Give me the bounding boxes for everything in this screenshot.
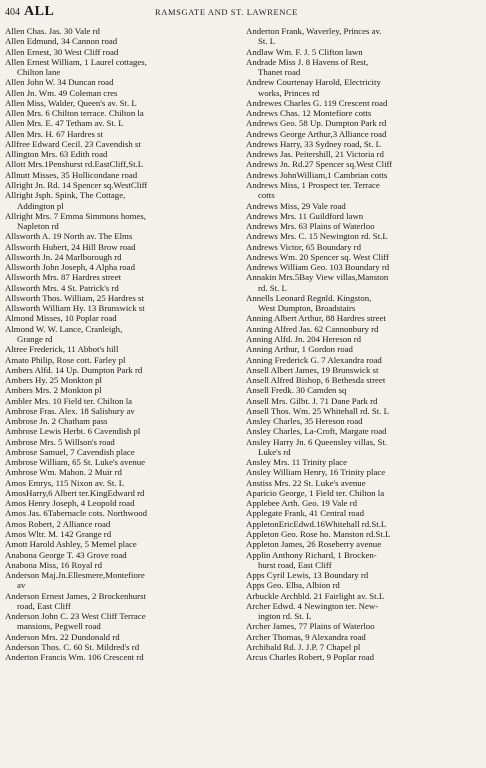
directory-entry: Allsworth John Joseph, 4 Alpha road bbox=[5, 262, 135, 273]
entry-continuation: Luke's rd bbox=[258, 446, 291, 457]
directory-entry: Anning Frederick G. 7 Alexandra road bbox=[246, 354, 382, 365]
directory-entry: Ambers Alfd. 14 Up. Dumpton Park rd bbox=[5, 364, 143, 375]
directory-entry: Ambers Hy. 25 Monkton pl bbox=[5, 375, 102, 386]
directory-entry: Altree Frederick, 11 Abbot's hill bbox=[5, 344, 119, 355]
directory-entry: Anderton Frank, Waverley, Princes av. bbox=[246, 26, 382, 36]
directory-entry: Andrews Victor, 65 Boundary rd bbox=[246, 241, 362, 252]
directory-entry: Anning Alfred Jas. 62 Cannonbury rd bbox=[246, 323, 379, 334]
directory-entry: Allen Miss, Walder, Queen's av. St. L bbox=[5, 97, 137, 108]
directory-entry: Ambers Mrs. 2 Monkton pl bbox=[5, 385, 102, 396]
entry-continuation: Grange rd bbox=[17, 333, 53, 344]
directory-entry: Allen Mrs. H. 67 Hardres st bbox=[5, 128, 103, 139]
directory-entry: AppletonEricEdwd.16Whitehall rd.St.L bbox=[246, 518, 387, 529]
directory-entry: Amos Wltr. M. 142 Grange rd bbox=[5, 529, 112, 540]
directory-entry: Anderson Mrs. 22 Dundonald rd bbox=[5, 631, 120, 642]
entry-continuation: works, Princes rd bbox=[258, 87, 320, 98]
right-column bbox=[246, 26, 481, 662]
directory-entry: Arbuckle Archbld. 21 Fairlight av. St.L bbox=[246, 590, 385, 601]
entry-continuation: mansions, Pegwell road bbox=[17, 621, 101, 632]
directory-entry: Allen Ernest, 30 West Cliff road bbox=[5, 46, 119, 57]
directory-entry: Ambrose William, 65 St. Luke's avenue bbox=[5, 457, 146, 468]
directory-entry: Ansell Thos. Wm. 25 Whitehall rd. St. L bbox=[246, 405, 389, 416]
entry-continuation: road, East Cliff bbox=[17, 600, 71, 611]
directory-entry: Allright Mrs. 7 Emma Simmons homes, bbox=[5, 210, 146, 221]
directory-entry: Anstiss Mrs. 22 St. Luke's avenue bbox=[246, 477, 366, 488]
directory-entry: Ambrose Lewis Herbt. 6 Cavendish pl bbox=[5, 426, 141, 437]
directory-entry: Allsworth Mrs. 4 St. Patrick's rd bbox=[5, 282, 119, 293]
directory-entry: Allsworth Thos. William, 25 Hardres st bbox=[5, 292, 144, 303]
directory-entry: Applin Anthony Richard, 1 Brocken- bbox=[246, 549, 377, 560]
directory-entry: Ansell Albert James, 19 Brunswick st bbox=[246, 364, 379, 375]
directory-entry: Anderson John C. 23 West Cliff Terrace bbox=[5, 611, 146, 622]
page-title: RAMSGATE AND ST. LAWRENCE bbox=[155, 7, 299, 17]
directory-entry: Ambrose Samuel, 7 Cavendish place bbox=[5, 446, 135, 457]
directory-entry: AmosHarry,6 Albert ter.KingEdward rd bbox=[5, 487, 145, 498]
directory-entry: Appleton James, 26 Roseberry avenue bbox=[246, 539, 382, 550]
entry-continuation: av bbox=[17, 580, 26, 591]
directory-entry: Ansley William Henry, 16 Trinity place bbox=[246, 467, 386, 478]
directory-entry: Allen Mrs. E. 47 Tetham av. St. L bbox=[5, 118, 124, 129]
directory-entry: Andrew Courtenay Harold, Electricity bbox=[246, 77, 381, 88]
directory-entry: Andrews Mrs. C. 15 Newington rd. St.L bbox=[246, 231, 388, 242]
entry-continuation: Thanet road bbox=[258, 67, 301, 78]
directory-entry: Andrews Mrs. 63 Plains of Waterloo bbox=[246, 221, 375, 232]
directory-entry: Andrews Miss, 1 Prospect ter. Terrace bbox=[246, 179, 380, 190]
directory-entry: Ansley Charles, 35 Hereson road bbox=[246, 416, 363, 427]
directory-columns bbox=[5, 26, 481, 662]
directory-entry: Anderton Francis Wm. 106 Crescent rd bbox=[5, 652, 144, 663]
entry-continuation: Napleton rd bbox=[17, 221, 59, 232]
directory-entry: Ambrose Mrs. 5 Willson's road bbox=[5, 436, 115, 447]
entry-continuation: ington rd. St. L bbox=[258, 611, 312, 622]
directory-entry: Archer Thomas, 9 Alexandra road bbox=[246, 631, 366, 642]
directory-entry: Allsworth William Hy. 13 Brunswick st bbox=[5, 303, 145, 314]
directory-entry: Annakin Mrs.5Bay View villas,Manston bbox=[246, 272, 389, 283]
directory-entry: Andrews William Geo. 103 Boundary rd bbox=[246, 262, 390, 273]
directory-entry: Andrews Wm. 20 Spencer sq. West Cliff bbox=[246, 251, 389, 262]
directory-entry: Allen Mrs. 6 Chilton terrace. Chilton la bbox=[5, 108, 144, 119]
left-column bbox=[5, 26, 240, 662]
directory-entry: Ambrose Jn. 2 Chatham pass bbox=[5, 416, 108, 427]
directory-entry: Andrews Jn. Rd.27 Spencer sq.West Cliff bbox=[246, 159, 393, 170]
index-letters: ALL bbox=[24, 4, 55, 19]
directory-entry: Almond W. W. Lance, Cranleigh, bbox=[5, 323, 123, 334]
directory-entry: Andrews Harry, 33 Sydney road, St. L bbox=[246, 138, 382, 149]
directory-entry: Allsworth A. 19 North av. The Elms bbox=[5, 231, 133, 242]
directory-entry: Amato Philip, Rose cott. Farley pl bbox=[5, 354, 126, 365]
directory-entry: Anning Alfd. Jn. 204 Hereson rd bbox=[246, 333, 362, 344]
entry-continuation: Chilton lane bbox=[17, 67, 61, 78]
directory-entry: Ambler Mrs. 10 Field ter. Chilton la bbox=[5, 395, 133, 406]
directory-entry: Amos Emrys, 115 Nixon av. St. L bbox=[5, 477, 125, 488]
directory-entry: Allright Jn. Rd. 14 Spencer sq.WestCliff bbox=[5, 179, 148, 190]
directory-entry: Aparicio George, 1 Field ter. Chilton la bbox=[246, 487, 385, 498]
entry-continuation: West Dumpton, Broadstairs bbox=[258, 303, 356, 314]
page-number: 404 bbox=[5, 7, 20, 18]
directory-entry: Arcus Charles Robert, 9 Poplar road bbox=[246, 652, 375, 663]
directory-entry: Allen Jn. Wm. 49 Coleman cres bbox=[5, 87, 118, 98]
directory-entry: Anabona Miss, 16 Royal rd bbox=[5, 559, 103, 570]
directory-entry: Applebee Arth. Geo. 19 Vale rd bbox=[246, 498, 357, 509]
entry-continuation: cotts bbox=[258, 190, 275, 201]
directory-entry: Allen Chas. Jas. 30 Vale rd bbox=[5, 26, 100, 36]
directory-entry: Allen Edmund, 34 Cannon road bbox=[5, 36, 118, 47]
directory-entry: Apps Geo. Elba, Albion rd bbox=[246, 580, 340, 591]
directory-entry: Allnutt Misses, 35 Hollicondane road bbox=[5, 169, 138, 180]
directory-entry: Archer Edwd. 4 Newington ter. New- bbox=[246, 600, 379, 611]
directory-entry: Ansley Harry Jn. 6 Queensley villas, St. bbox=[246, 436, 387, 447]
directory-entry: Anning Arthur, 1 Gordon road bbox=[246, 344, 353, 355]
directory-entry: Andlaw Wm. F. J. 5 Clifton lawn bbox=[246, 46, 363, 57]
directory-entry: Amos Henry Joseph, 4 Leopold road bbox=[5, 498, 135, 509]
directory-entry: Andrews Mrs. 11 Guildford lawn bbox=[246, 210, 364, 221]
directory-entry: Andrews Chas. 12 Montefiore cotts bbox=[246, 108, 372, 119]
directory-entry: Amos Jas. 6Tabernacle cots. Northwood bbox=[5, 508, 148, 519]
directory-entry: Allen Ernest William, 1 Laurel cottages, bbox=[5, 56, 147, 67]
directory-entry: Apps Cyril Lewis, 13 Boundary rd bbox=[246, 570, 369, 581]
directory-entry: Anning Albert Arthur, 88 Hardres street bbox=[246, 313, 386, 324]
directory-entry: Ansell Mrs. Gilbt. J. 71 Dane Park rd bbox=[246, 395, 378, 406]
directory-entry: Anabona George T. 43 Grove road bbox=[5, 549, 127, 560]
directory-entry: Ambrose Fras. Alex. 18 Salisbury av bbox=[5, 405, 135, 416]
directory-entry: Ambrose Wm. Mahon. 2 Muir rd bbox=[5, 467, 122, 478]
directory-entry: Ansley Charles, La-Croft, Margate road bbox=[246, 426, 387, 437]
directory-entry: Allsworth Hubert, 24 Hill Brow road bbox=[5, 241, 136, 252]
directory-entry: Andrews Geo. 58 Up. Dumpton Park rd bbox=[246, 118, 387, 129]
directory-entry: Almond Misses, 10 Poplar road bbox=[5, 313, 117, 324]
directory-entry: Amos Robert, 2 Alliance road bbox=[5, 518, 111, 529]
directory-entry: Anderson Ernest James, 2 Brockenhurst bbox=[5, 590, 146, 601]
entry-continuation: rd. St. L bbox=[258, 282, 287, 293]
directory-entry: Andrews Miss, 29 Vale road bbox=[246, 200, 346, 211]
directory-entry: Andrewes Charles G. 119 Crescent road bbox=[246, 97, 388, 108]
directory-entry: Ansley Mrs. 11 Trinity place bbox=[246, 457, 348, 468]
directory-entry: Appleton Geo. Rose ho. Manston rd.St.L bbox=[246, 529, 391, 540]
directory-entry: Ansell Fredk. 30 Camden sq bbox=[246, 385, 347, 396]
directory-entry: Allen John W. 34 Duncan road bbox=[5, 77, 114, 88]
directory-entry: Amott Harold Ashley, 5 Memel place bbox=[5, 539, 137, 550]
directory-entry: Archibald Rd. J. J.P. 7 Chapel pl bbox=[246, 641, 361, 652]
directory-entry: Annells Leonard Regnld. Kingston, bbox=[246, 292, 372, 303]
directory-entry: Allott Mrs.1Penshurst rd.EastCliff,St.L bbox=[5, 159, 144, 170]
page-header bbox=[5, 4, 481, 26]
directory-entry: Andrews JohnWilliam,1 Cambrian cotts bbox=[246, 169, 388, 180]
entry-continuation: St. L bbox=[258, 36, 276, 47]
directory-entry: Applegate Frank, 41 Central road bbox=[246, 508, 364, 519]
directory-entry: Allington Mrs. 63 Edith road bbox=[5, 149, 108, 160]
directory-entry: Archer James, 77 Plains of Waterloo bbox=[246, 621, 375, 632]
directory-entry: Andrews George Arthur,3 Alliance road bbox=[246, 128, 387, 139]
entry-continuation: hurst road, East Cliff bbox=[258, 559, 332, 570]
directory-entry: Anderson Thos. C. 60 St. Mildred's rd bbox=[5, 641, 140, 652]
directory-entry: Allsworth Mrs. 87 Hardres street bbox=[5, 272, 122, 283]
directory-entry: Allright Jsph. Spink, The Cottage, bbox=[5, 190, 126, 201]
directory-entry: Allfree Edward Cecil. 23 Cavendish st bbox=[5, 138, 141, 149]
directory-entry: Andrade Miss J. 8 Havens of Rest, bbox=[246, 56, 369, 67]
directory-entry: Allsworth Jn. 24 Marlborough rd bbox=[5, 251, 122, 262]
directory-entry: Andrews Jas. Peitershill, 21 Victoria rd bbox=[246, 149, 384, 160]
directory-entry: Ansell Alfred Bishop, 6 Bethesda street bbox=[246, 375, 386, 386]
directory-entry: Anderson Maj.Jn.Ellesmere,Montefiore bbox=[5, 570, 145, 581]
entry-continuation: Addington pl bbox=[17, 200, 64, 211]
